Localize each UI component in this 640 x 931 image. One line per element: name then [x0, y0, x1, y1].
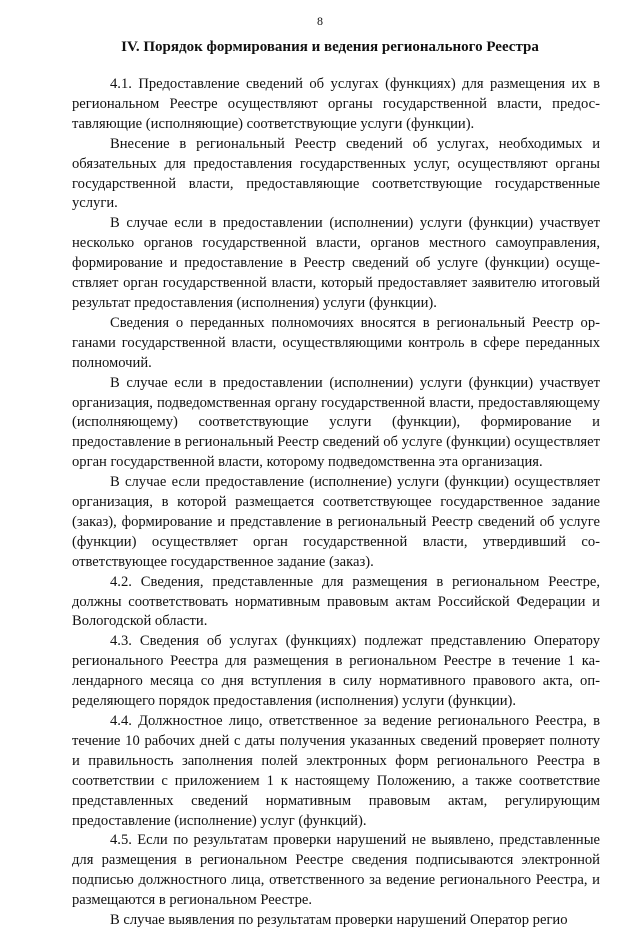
- section-title: IV. Порядок формирования и ведения регионального Реестра: [121, 39, 539, 55]
- paragraph-4-5: 4.5. Если по результатам проверки нарушений не выявлено, представленные для размещения в региональном Реестре сведения подписываются электронной подписью должностного лица, ответственного за ведение регионального Реестра, и размещаются в региональном Реестре.: [72, 832, 600, 909]
- body-text: [72, 75, 600, 931]
- paragraph-multiple-bodies: В случае если в предоставлении (исполнении) услуги (функции) участвует несколько органов государственной власти, органов местного самоуправления, формирование и предоставление в Реестр сведений об услуге (функции) осуществляет орган государственной власти, который предоставляет заявителю итоговый результат предоставления (исполнения) услуги (функции).: [72, 215, 600, 311]
- paragraph-4-3: 4.3. Сведения об услугах (функциях) подлежат представлению Оператору регионального Реестра для размещения в региональном Реестре в течение 1 календарного месяца со дня вступления в силу нормативного правового акта, определяющего порядок предоставления (исполнения) услуги (функции).: [72, 633, 600, 710]
- paragraph-subordinate-organization: В случае если в предоставлении (исполнении) услуги (функции) участвует организация, подведомственная органу государственной власти, предоставляющему (исполняющему) соответствующие услуги (функции), формирование и предоставление в региональный Реестр сведений об услуге (функции) осуществляет орган государственной власти, которому подведомственна эта организация.: [72, 374, 600, 471]
- paragraph-4-1: 4.1. Предоставление сведений об услугах (функциях) для размещения их в региональном Реестре осуществляют органы государственной власти, предоставляющие (исполняющие) соответствующие услуги (функции).: [72, 76, 600, 132]
- page-number: 8: [317, 14, 323, 28]
- paragraph-mandatory-services: Внесение в региональный Реестр сведений об услугах, необходимых и обязательных для предоставления государственных услуг, осуществляют органы государственной власти, предоставляющие соответствующие государственные услуги.: [72, 135, 600, 212]
- paragraph-delegated-powers: Сведения о переданных полномочиях вносятся в региональный Реестр органами государственной власти, осуществляющими контроль в сфере переданных полномочий.: [72, 314, 600, 371]
- paragraph-4-2: 4.2. Сведения, представленные для размещения в региональном Реестре, должны соответствовать нормативным правовым актам Российской Федерации и Вологодской области.: [72, 573, 600, 630]
- paragraph-4-4: 4.4. Должностное лицо, ответственное за ведение регионального Реестра, в течение 10 рабочих дней с даты получения указанных сведений проверяет полноту и правильность заполнения полей электронных форм регионального Реестра в соответствии с приложением 1 к настоящему Положению, а также соответствие представленных сведений нормативным правовым актам, регулирующим предоставление (исполнение) услуг (функций).: [72, 713, 600, 829]
- paragraph-violations: В случае выявления по результатам проверки нарушений Оператор регио: [110, 912, 568, 929]
- paragraph-state-assignment: В случае если предоставление (исполнение) услуги (функции) осуществляет организация, в которой размещается соответствующее государственное задание (заказ), формирование и представление в региональный Реестр сведений об услуге (функции) осуществляет орган государственной власти, утвердивший соответствующее государственное задание (заказ).: [72, 474, 600, 570]
